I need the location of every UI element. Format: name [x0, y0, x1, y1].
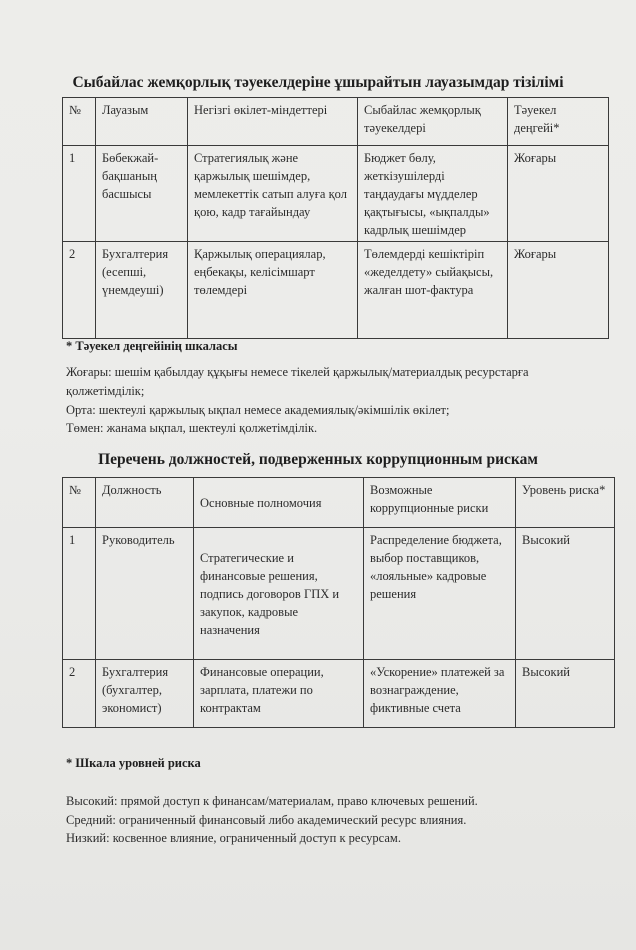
ru-header-duties [194, 478, 364, 528]
kz-risk-table [62, 97, 609, 339]
kz-scale-line-medium: Орта: шектеулі қаржылық ықпал немесе академиялық/әкімшілік өкілет; [66, 403, 450, 417]
kz-header-duties: Негізгі өкілет-міндеттері [188, 98, 358, 146]
ru-row1-number: 1 [63, 528, 96, 660]
ru-header-duties-label: Основные полномочия [200, 496, 322, 510]
kz-row1-duties: Стратегиялық және қаржылық шешімдер, мемлекеттік сатып алуға қол қою, кадр тағайындау [188, 146, 358, 242]
kz-header-risks: Сыбайлас жемқорлық тәуекелдері [358, 98, 508, 146]
kz-row2-level: Жоғары [508, 242, 609, 339]
ru-row2-level: Высокий [516, 660, 615, 728]
ru-header-level: Уровень риска* [516, 478, 615, 528]
ru-scale-line-low: Низкий: косвенное влияние, ограниченный доступ к ресурсам. [66, 831, 401, 845]
kz-row1-level: Жоғары [508, 146, 609, 242]
ru-title: Перечень должностей, подверженных коррупционным рискам [98, 451, 538, 468]
kz-row1-position: Бөбекжай-бақшаның басшысы [96, 146, 188, 242]
kz-title: Сыбайлас жемқорлық тәуекелдеріне ұшырайтын лауазымдар тізілімі [72, 74, 564, 91]
kz-scale-line-low: Төмен: жанама ықпал, шектеулі қолжетімділік. [66, 421, 318, 435]
kz-row1-risks: Бюджет бөлу, жеткізушілерді таңдаудағы мүдделер қақтығысы, «ықпалды» кадрлық шешімдер [358, 146, 508, 242]
ru-row1-duties-text: Стратегические и финансовые решения, подпись договоров ГПХ и закупок, кадровые назначения [200, 551, 340, 637]
ru-row2-risks: «Ускорение» платежей за вознаграждение, фиктивные счета [364, 660, 516, 728]
ru-row1-risks: Распределение бюджета, выбор поставщиков, «лояльные» кадровые решения [364, 528, 516, 660]
kz-row2-number: 2 [63, 242, 96, 339]
table-row [63, 528, 615, 660]
table-row [63, 660, 615, 728]
kz-scale-line-high-cont: қолжетімділік; [66, 384, 145, 398]
ru-row1-level: Высокий [516, 528, 615, 660]
ru-scale-title: * Шкала уровней риска [66, 756, 201, 770]
ru-scale-line-medium: Средний: ограниченный финансовый либо академический ресурс влияния. [66, 813, 467, 827]
kz-row2-duties: Қаржылық операциялар, еңбекақы, келісімшарт төлемдері [188, 242, 358, 339]
kz-row2-risks: Төлемдерді кешіктіріп «жеделдету» сыйақысы, жалған шот-фактура [358, 242, 508, 339]
ru-header-risks: Возможные коррупционные риски [364, 478, 516, 528]
table-row [63, 146, 609, 242]
ru-risk-table [62, 477, 615, 728]
kz-header-row [63, 98, 609, 146]
ru-scale-line-high: Высокий: прямой доступ к финансам/материалам, право ключевых решений. [66, 794, 478, 808]
ru-row2-position: Бухгалтерия (бухгалтер, экономист) [96, 660, 194, 728]
ru-header-row [63, 478, 615, 528]
ru-header-position: Должность [96, 478, 194, 528]
ru-row2-duties: Финансовые операции, зарплата, платежи по контрактам [194, 660, 364, 728]
ru-row2-number: 2 [63, 660, 96, 728]
kz-header-level: Тәуекел деңгейі* [508, 98, 609, 146]
kz-header-position: Лауазым [96, 98, 188, 146]
table-row [63, 242, 609, 339]
kz-row2-position: Бухгалтерия (есепші, үнемдеуші) [96, 242, 188, 339]
kz-row1-number: 1 [63, 146, 96, 242]
ru-header-number: № [63, 478, 96, 528]
ru-row1-position: Руководитель [96, 528, 194, 660]
kz-scale-line-high: Жоғары: шешім қабылдау құқығы немесе тікелей қаржылық/материалдық ресурстарға [66, 365, 529, 379]
ru-row1-duties [194, 528, 364, 660]
kz-header-number: № [63, 98, 96, 146]
kz-scale-title: * Тәуекел деңгейінің шкаласы [66, 339, 238, 353]
